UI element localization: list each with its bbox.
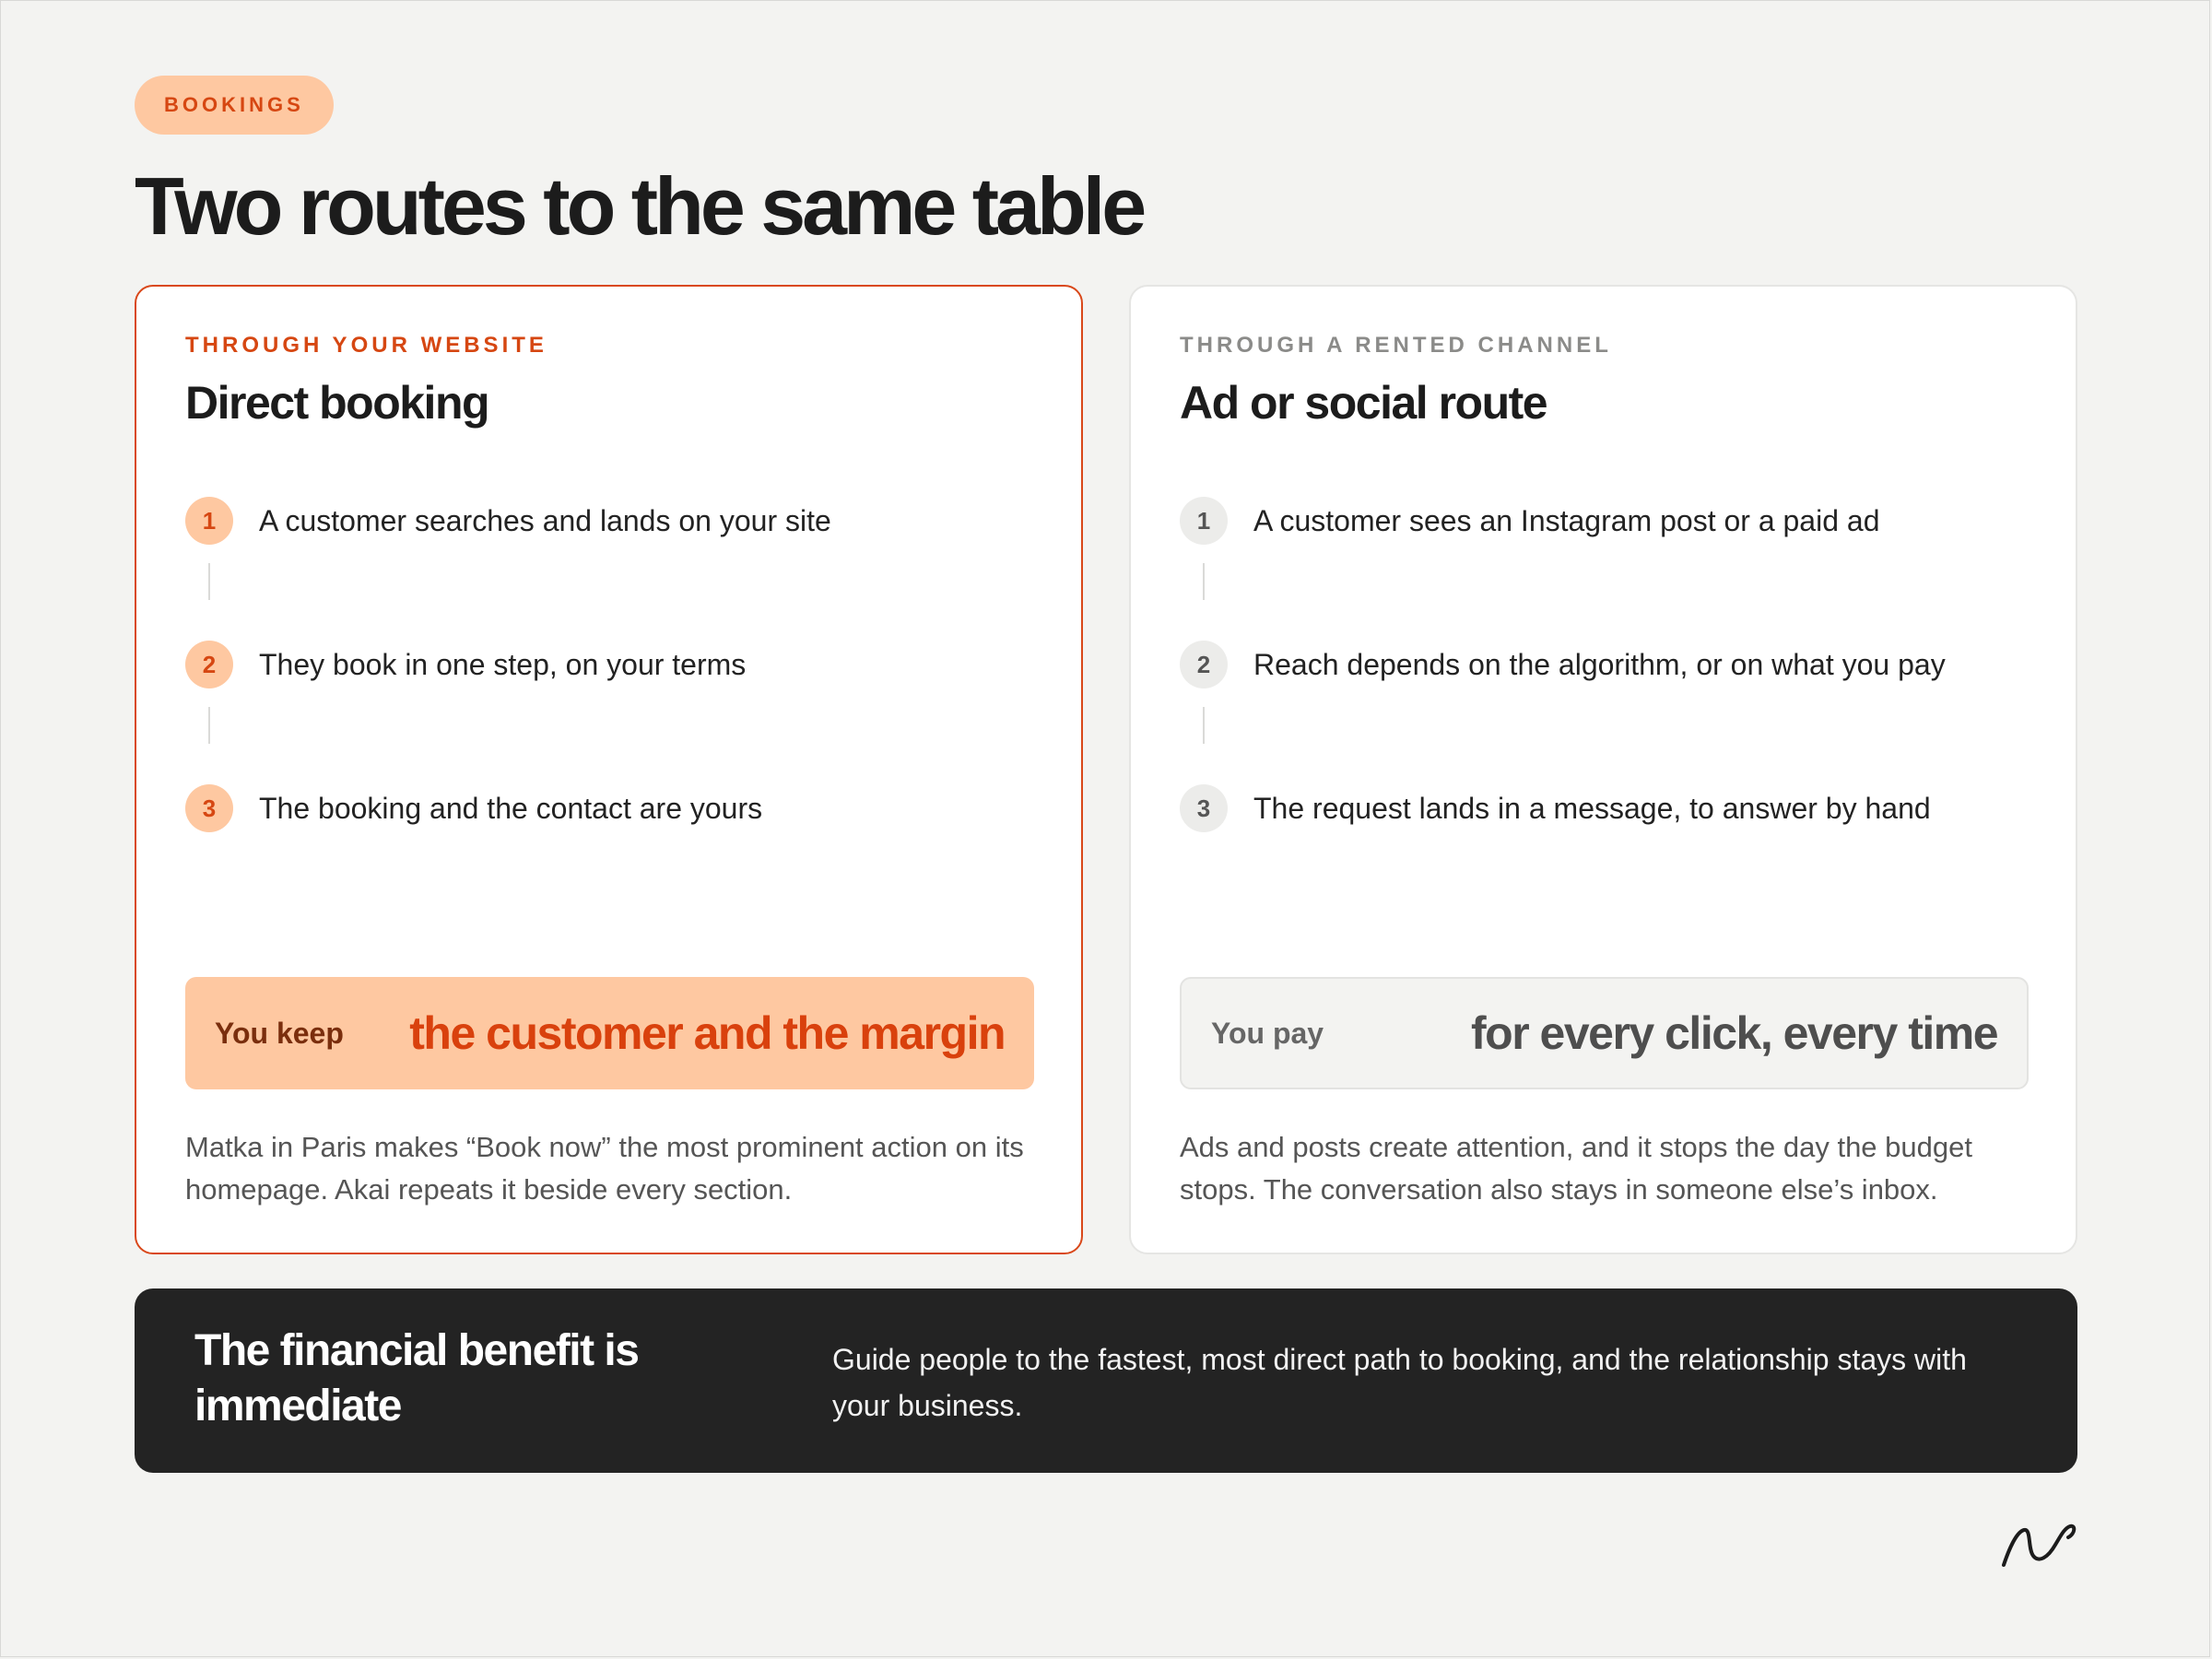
step-number: 1 [1180, 497, 1228, 545]
banner-title: The financial benefit is immediate [194, 1326, 639, 1430]
step-number: 3 [1180, 784, 1228, 832]
direct-booking-card [135, 285, 1083, 1254]
step-connector [1203, 563, 1205, 600]
step-text: A customer searches and lands on your site [259, 503, 831, 537]
result-label: You pay [1211, 1016, 1324, 1050]
step-connector [208, 563, 210, 600]
step-number: 2 [1180, 641, 1228, 688]
step-text: The booking and the contact are yours [259, 791, 763, 825]
step-item [185, 639, 746, 690]
step-item [1180, 782, 1931, 834]
step-item [1180, 495, 1879, 547]
step-text: Reach depends on the algorithm, or on what you pay [1253, 647, 1946, 681]
step-text: They book in one step, on your terms [259, 647, 747, 681]
step-connector [1203, 707, 1205, 744]
step-text: A customer sees an Instagram post or a paid ad [1253, 503, 1880, 537]
result-box [1180, 977, 2029, 1089]
card-title: Direct booking [185, 377, 489, 429]
card-title: Ad or social route [1180, 377, 1547, 429]
step-connector [208, 707, 210, 744]
ad-social-card [1129, 285, 2077, 1254]
result-value: for every click, every time [1471, 1007, 1997, 1059]
card-note: Matka in Paris makes “Book now” the most prominent action on its homepage. Akai repeats it beside every section. [185, 1131, 1024, 1206]
result-box [185, 977, 1034, 1089]
result-value: the customer and the margin [409, 1007, 1005, 1059]
section-tag: BOOKINGS [135, 76, 334, 135]
step-number: 3 [185, 784, 233, 832]
step-text: The request lands in a message, to answer by hand [1253, 791, 1931, 825]
card-note: Ads and posts create attention, and it stops the day the budget stops. The conversation also stays in someone else’s inbox. [1180, 1131, 1972, 1206]
result-label: You keep [215, 1016, 344, 1050]
signature-mark-icon [2000, 1521, 2079, 1569]
step-item [185, 782, 762, 834]
card-eyebrow: THROUGH A RENTED CHANNEL [1180, 333, 1612, 358]
step-number: 2 [185, 641, 233, 688]
page-title: Two routes to the same table [135, 160, 1144, 252]
summary-banner [135, 1288, 2077, 1473]
step-item [185, 495, 831, 547]
step-number: 1 [185, 497, 233, 545]
card-eyebrow: THROUGH YOUR WEBSITE [185, 333, 547, 358]
step-item [1180, 639, 1946, 690]
banner-text: Guide people to the fastest, most direct path to booking, and the relationship stays with your business. [832, 1343, 1967, 1422]
